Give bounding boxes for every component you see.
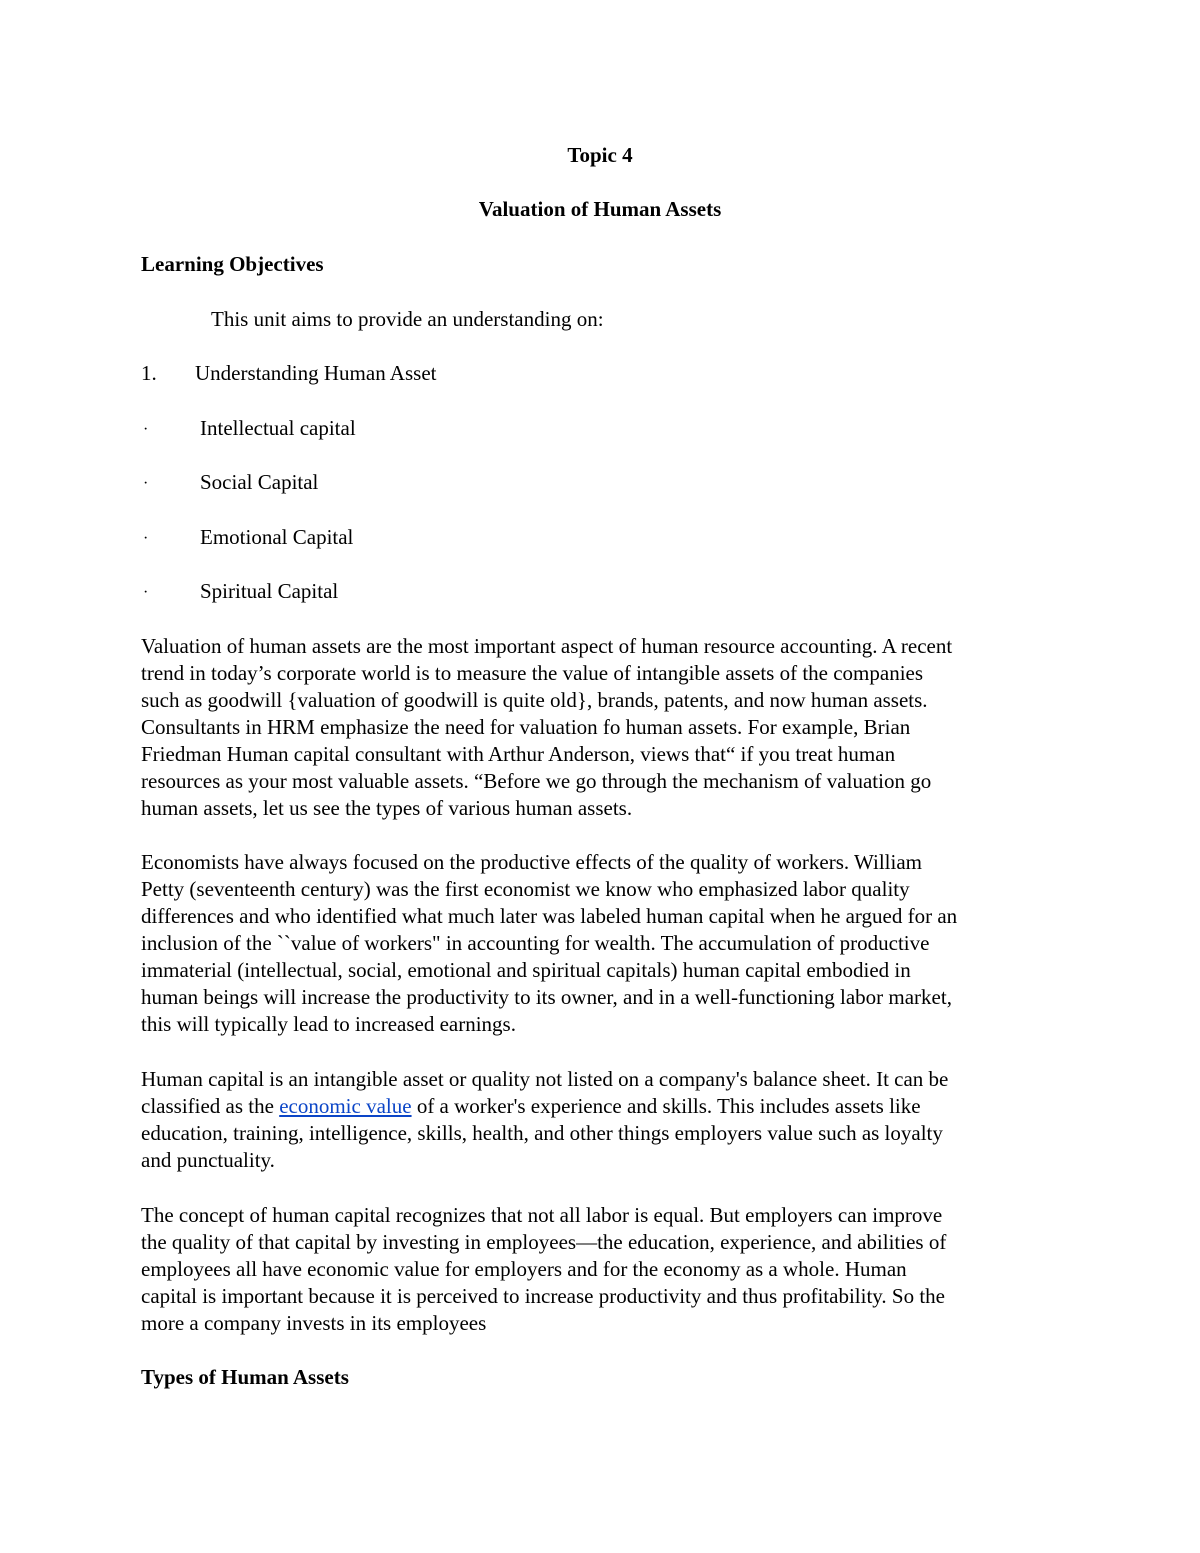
paragraph-line: such as goodwill {valuation of goodwill is quite old}, brands, patents, and now human assets. <box>141 688 928 712</box>
bullet-item: Spiritual Capital <box>200 579 339 603</box>
bullet-item: Emotional Capital <box>200 525 354 549</box>
line-text-before-link: classified as the <box>141 1094 280 1118</box>
types-heading: Types of Human Assets <box>141 1365 349 1389</box>
paragraph-line: immaterial (intellectual, social, emotional and spiritual capitals) human capital embodied in <box>141 958 911 982</box>
paragraph-line: differences and who identified what much later was labeled human capital when he argued for an <box>141 904 958 928</box>
paragraph-line: Consultants in HRM emphasize the need for valuation fo human assets. For example, Brian <box>141 715 911 739</box>
list-item-number: 1. <box>141 361 157 385</box>
paragraph-line: human beings will increase the productivity to its owner, and in a well-functioning labor market, <box>141 985 952 1009</box>
topic-label: Topic 4 <box>567 143 633 167</box>
paragraph-line: Human capital is an intangible asset or quality not listed on a company's balance sheet. It can be <box>141 1067 949 1091</box>
bullet-icon: · <box>143 584 149 601</box>
paragraph-line: more a company invests in its employees <box>141 1311 487 1335</box>
paragraph-concept <box>141 1202 1071 1337</box>
learning-objectives-heading: Learning Objectives <box>141 252 324 276</box>
paragraph-line: employees all have economic value for employers and for the economy as a whole. Human <box>141 1257 907 1281</box>
paragraph-human-capital <box>141 1066 1071 1174</box>
line-text-after-link: of a worker's experience and skills. This includes assets like <box>411 1094 921 1118</box>
bullet-icon: · <box>143 475 149 492</box>
paragraph-line: Economists have always focused on the productive effects of the quality of workers. William <box>141 850 922 874</box>
paragraph-line <box>141 1093 1071 1120</box>
list-item-text: Understanding Human Asset <box>195 361 437 385</box>
paragraph-line: Petty (seventeenth century) was the first economist we know who emphasized labor quality <box>141 877 910 901</box>
bullet-icon: · <box>143 530 149 547</box>
paragraph-line: capital is important because it is perceived to increase productivity and thus profitability. So the <box>141 1284 945 1308</box>
bullet-item: Intellectual capital <box>200 416 356 440</box>
paragraph-line: Friedman Human capital consultant with Arthur Anderson, views that“ if you treat human <box>141 742 896 766</box>
objectives-intro: This unit aims to provide an understanding on: <box>211 307 604 331</box>
paragraph-line: The concept of human capital recognizes that not all labor is equal. But employers can improve <box>141 1203 943 1227</box>
paragraph-line: Valuation of human assets are the most important aspect of human resource accounting. A recent <box>141 634 953 658</box>
bullet-item: Social Capital <box>200 470 319 494</box>
paragraph-line: education, training, intelligence, skills, health, and other things employers value such as loyalty <box>141 1121 943 1145</box>
paragraph-line: and punctuality. <box>141 1148 275 1172</box>
document-title: Valuation of Human Assets <box>478 197 722 221</box>
paragraph-line: human assets, let us see the types of various human assets. <box>141 796 633 820</box>
paragraph-line: resources as your most valuable assets. “Before we go through the mechanism of valuation go <box>141 769 932 793</box>
economic-value-link[interactable]: economic value <box>279 1094 412 1118</box>
paragraph-line: the quality of that capital by investing in employees—the education, experience, and abilities of <box>141 1230 947 1254</box>
paragraph-line: trend in today’s corporate world is to measure the value of intangible assets of the companies <box>141 661 924 685</box>
paragraph-valuation <box>141 633 1071 822</box>
paragraph-line: this will typically lead to increased earnings. <box>141 1012 516 1036</box>
bullet-icon: · <box>143 421 149 438</box>
paragraph-economists <box>141 849 1071 1038</box>
paragraph-line: inclusion of the ``value of workers" in accounting for wealth. The accumulation of productive <box>141 931 930 955</box>
